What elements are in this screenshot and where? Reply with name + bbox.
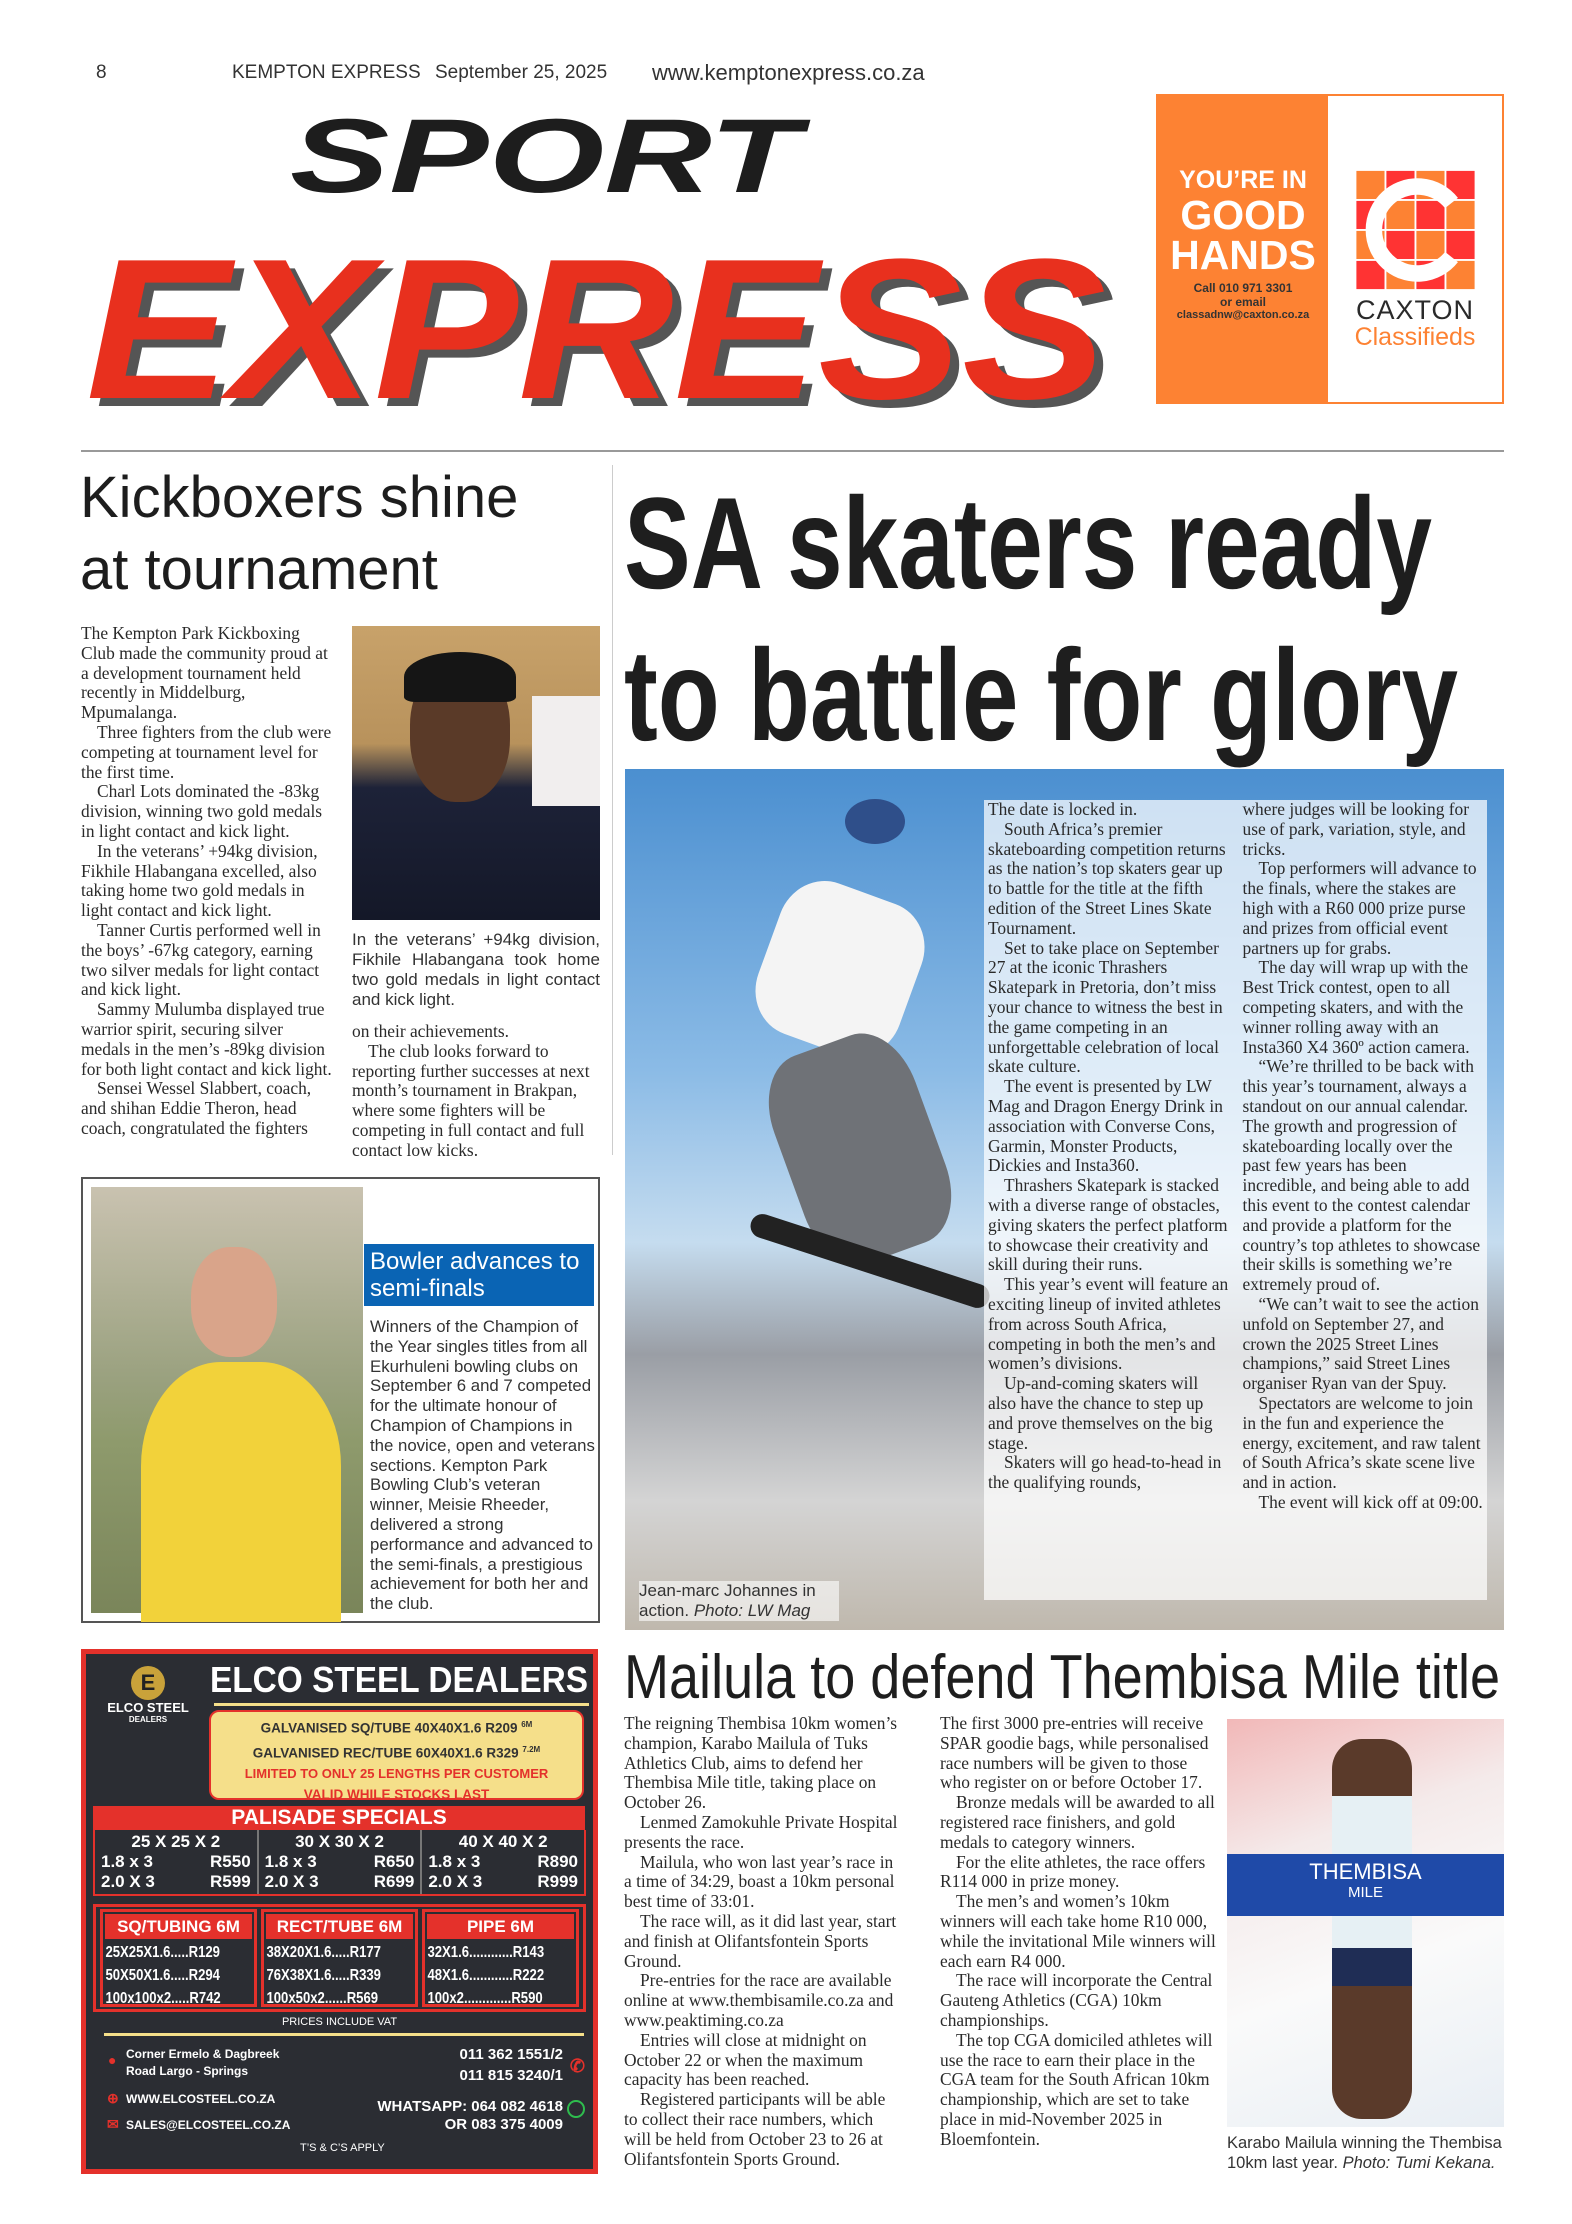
elco-email-icon: ✉ bbox=[107, 2116, 119, 2132]
price-table-title: RECT/TUBE 6M bbox=[266, 1914, 413, 1939]
kickboxers-headline-line2: at tournament bbox=[80, 537, 438, 602]
paragraph: For the elite athletes, the race offers R114 000 in prize money. bbox=[940, 1851, 1206, 1892]
kickboxer-photo-caption: In the veterans’ +94kg division, Fikhile Hlabangana took home two gold medals in light contact and kick light. bbox=[352, 930, 600, 1009]
price-table-title: SQ/TUBING 6M bbox=[105, 1914, 252, 1939]
paragraph: Tanner Curtis performed well in the boys’ -67kg category, earning two silver medals for light contact and kick light. bbox=[81, 919, 321, 1000]
elco-logo-sub: DEALERS bbox=[128, 1715, 168, 1724]
paragraph: Entries will close at midnight on October 22 or when the maximum capacity has been reached. bbox=[624, 2029, 867, 2090]
elco-whatsapp-alt: OR 083 375 4009 bbox=[444, 2116, 563, 2133]
skater-caption-credit: Photo: LW Mag bbox=[693, 1601, 811, 1620]
kickboxers-headline-line1: Kickboxers shine bbox=[80, 465, 519, 530]
paragraph: The race will incorporate the Central Gauteng Athletics (CGA) 10km championships. bbox=[940, 1970, 1213, 2030]
caxton-email: classadnw@caxton.co.za bbox=[1176, 309, 1310, 321]
elco-phone-2: 011 815 3240/1 bbox=[459, 2067, 563, 2084]
paragraph: Spectators are welcome to join in the fun and experience the energy, excitement, and raw talent of South Africa’s skate scene live and in action. bbox=[1242, 1392, 1481, 1493]
paragraph: Sensei Wessel Slabbert, coach, and shihan Eddie Theron, head coach, congratulated the fighters bbox=[81, 1078, 312, 1138]
price-item: 25X25X1.6.....R129 bbox=[105, 1944, 220, 1961]
elco-whatsapp-number: WHATSAPP: 064 082 4618 bbox=[377, 2098, 563, 2115]
elco-phone-icon: ✆ bbox=[569, 2056, 585, 2076]
paragraph: Skaters will go head-to-head in the qualifying rounds, bbox=[988, 1452, 1222, 1493]
bowler-shirt bbox=[141, 1362, 341, 1622]
caxton-line3: HANDS bbox=[1170, 232, 1316, 278]
elco-address-1: Corner Ermelo & Dagbreek bbox=[126, 2047, 280, 2061]
caxton-call: Call 010 971 3301 bbox=[1193, 281, 1293, 295]
paragraph: Top performers will advance to the finals, where the stakes are high with a R60 000 prize purse and prizes from official event partners up for grabs. bbox=[1242, 858, 1477, 958]
palisade-price: R999 bbox=[537, 1872, 579, 1891]
paragraph: The Kempton Park Kickboxing Club made the community proud at a development tournament held recently in Middelburg, Mpumalanga. bbox=[81, 623, 328, 723]
kickboxer-cap bbox=[404, 652, 516, 702]
paragraph: Lenmed Zamokuhle Private Hospital presents the race. bbox=[624, 1811, 898, 1852]
mailula-headline-text: Mailula to defend Thembisa Mile title bbox=[624, 1643, 1500, 1712]
palisade-spec: 1.8 x 3 bbox=[264, 1852, 317, 1871]
mailula-headline bbox=[622, 1640, 1507, 1712]
elco-website[interactable]: WWW.ELCOSTEEL.CO.ZA bbox=[126, 2092, 276, 2106]
paragraph: The event is presented by LW Mag and Dragon Energy Drink in association with Converse Cons, Garmin, Monster Products, Dickies and Insta360. bbox=[988, 1076, 1223, 1176]
palisade-spec: 2.0 X 3 bbox=[264, 1872, 319, 1891]
elco-steel-ad[interactable] bbox=[81, 1649, 598, 2174]
elco-title-wrap bbox=[210, 1656, 590, 1700]
finish-tape-text: THEMBISA bbox=[1309, 1859, 1422, 1884]
paragraph: on their achievements. bbox=[352, 1021, 509, 1041]
skater-photo bbox=[625, 769, 1504, 1630]
elco-promo-1: GALVANISED SQ/TUBE 40X40X1.6 R209 bbox=[260, 1720, 518, 1736]
palisade-price: R699 bbox=[373, 1872, 415, 1891]
palisade-price: R599 bbox=[210, 1872, 251, 1891]
column-divider bbox=[612, 465, 613, 1155]
paragraph: The club looks forward to reporting further successes at next month’s tournament in Brakpan, where some fighters will be competing in full contact and full contact low kicks. bbox=[352, 1040, 590, 1160]
skaters-text-panel bbox=[984, 800, 1487, 1600]
masthead-express-wrap bbox=[80, 216, 1130, 441]
paragraph: Registered participants will be able to collect their race numbers, which will be held from October 23 to 26 at Olifantsfontein Sports Ground. bbox=[624, 2089, 886, 2169]
paragraph: The date is locked in. bbox=[988, 799, 1138, 819]
palisade-spec: 2.0 X 3 bbox=[428, 1872, 483, 1891]
price-item: 76X38X1.6.....R339 bbox=[266, 1967, 381, 1984]
elco-gold-rule-2 bbox=[104, 2033, 584, 2036]
palisade-price: R550 bbox=[210, 1852, 251, 1871]
elco-logo-icon: E bbox=[131, 1666, 165, 1700]
kickboxers-body-col2 bbox=[352, 1022, 602, 1161]
caxton-brand-sub: Classifieds bbox=[1354, 323, 1476, 351]
elco-address bbox=[126, 2046, 279, 2080]
paragraph: Sammy Mulumba displayed true warrior spirit, securing silver medals in the men’s -89kg division for both light contact and kick light. bbox=[81, 999, 332, 1079]
palisade-spec: 1.8 x 3 bbox=[428, 1852, 481, 1871]
bowler-face bbox=[191, 1247, 277, 1357]
palisade-size: 30 X 30 X 2 bbox=[295, 1832, 384, 1851]
runner-body bbox=[1332, 1739, 1412, 2119]
poster bbox=[532, 696, 600, 806]
elco-palisade-title: PALISADE SPECIALS bbox=[93, 1806, 585, 1830]
caxton-line2: GOOD bbox=[1180, 192, 1306, 238]
bowler-photo bbox=[91, 1187, 363, 1613]
skater-photo-caption bbox=[639, 1581, 839, 1621]
palisade-cell bbox=[259, 1830, 423, 1894]
skaters-body-col1 bbox=[988, 800, 1229, 1600]
elco-promo-2: GALVANISED REC/TUBE 60X40X1.6 R329 bbox=[252, 1745, 519, 1760]
elco-logo bbox=[92, 1666, 204, 1724]
paragraph: In the veterans’ +94kg division, Fikhile Hlabangana excelled, also taking home two gold medals in light contact and kick light. bbox=[81, 840, 318, 921]
elco-promo-4: VALID WHILE STOCKS LAST bbox=[303, 1787, 490, 1802]
paragraph: The reigning Thembisa 10km women’s champion, Karabo Mailula of Tuks Athletics Club, aims to defend her Thembisa Mile title, taking place on October 26. bbox=[624, 1713, 898, 1813]
elco-terms: T’S & C’S APPLY bbox=[300, 2142, 385, 2154]
elco-address-2: Road Largo - Springs bbox=[126, 2064, 249, 2078]
elco-title: ELCO STEEL DEALERS bbox=[210, 1659, 588, 1700]
elco-whatsapp bbox=[377, 2098, 563, 2134]
caxton-classifieds-ad[interactable] bbox=[1156, 94, 1504, 404]
caxton-ad-left bbox=[1158, 96, 1328, 402]
palisade-cell bbox=[422, 1830, 584, 1894]
skater-cap bbox=[845, 799, 905, 844]
elco-promo-1-sup: 6M bbox=[521, 1720, 533, 1729]
skaters-headline-line2: to battle for glory bbox=[624, 622, 1458, 768]
kickboxer-photo bbox=[352, 626, 600, 920]
price-item: 100x2.............R590 bbox=[427, 1990, 543, 2007]
elco-globe-icon: ⊕ bbox=[107, 2090, 119, 2106]
price-item: 38X20X1.6.....R177 bbox=[266, 1944, 381, 1961]
mailula-body-col2 bbox=[940, 1714, 1216, 2150]
website-link[interactable]: www.kemptonexpress.co.za bbox=[652, 60, 925, 85]
price-table-pipe bbox=[422, 1909, 579, 2007]
elco-vat-note: PRICES INCLUDE VAT bbox=[281, 2016, 398, 2028]
masthead-express: EXPRESS bbox=[86, 218, 1106, 441]
paragraph: The top CGA domiciled athletes will use the race to earn their place in the CGA team for the South African 10km championship, which are set to take place in mid-November 2025 in Bloemfontein. bbox=[940, 2029, 1213, 2149]
price-item: 100x50x2......R569 bbox=[266, 1990, 379, 2007]
paragraph: Pre-entries for the race are available online at www.thembisamile.co.za and www.peaktiming.co.za bbox=[624, 1970, 894, 2030]
paragraph: “We’re thrilled to be back with this year’s tournament, always a standout on our annual calendar. The growth and progression of skateboarding locally over the past few years has been incredible, and being able to add this event to the contest calendar and provide a platform for the country’s top athletes to showcase their skills is something we’re extremely proud of. bbox=[1242, 1056, 1481, 1295]
bowler-body: Winners of the Champion of the Year singles titles from all Ekurhuleni bowling clubs on September 6 and 7 competed for the ultimate honour of Champion of Champions in the novice, open and veterans sections. Kempton Park Bowling Club’s veteran winner, Meisie Rheeder, delivered a strong performance and advanced to the semi-finals, a prestigious achievement for both her and the club. bbox=[370, 1317, 595, 1614]
skaters-body-col2 bbox=[1243, 800, 1484, 1600]
skater-caption-text: Jean-marc Johannes in action. bbox=[639, 1581, 816, 1620]
caxton-ad-right bbox=[1328, 96, 1502, 402]
paragraph: where judges will be looking for use of park, variation, style, and tricks. bbox=[1242, 799, 1470, 859]
bowler-title: Bowler advances to semi-finals bbox=[364, 1244, 594, 1306]
elco-location-icon: ● bbox=[108, 2052, 117, 2068]
paragraph: Charl Lots dominated the -83kg division, winning two gold medals in light contact and kick light. bbox=[81, 781, 323, 841]
elco-promo-3: LIMITED TO ONLY 25 LENGTHS PER CUSTOMER bbox=[244, 1766, 549, 1781]
price-table-title: PIPE 6M bbox=[427, 1914, 574, 1939]
caxton-logo-icon bbox=[1353, 170, 1478, 290]
elco-email[interactable]: SALES@ELCOSTEEL.CO.ZA bbox=[126, 2118, 291, 2132]
caxton-or-email: or email bbox=[1219, 295, 1267, 309]
paragraph: Set to take place on September 27 at the iconic Thrashers Skatepark in Pretoria, don’t miss your chance to witness the best in the game competing in an unforgettable celebration of local skate culture. bbox=[988, 937, 1223, 1077]
price-item: 100x100x2.....R742 bbox=[105, 1990, 221, 2007]
elco-phone-1: 011 362 1551/2 bbox=[459, 2046, 563, 2063]
paragraph: Up-and-coming skaters will also have the chance to step up and prove themselves on the big stage. bbox=[988, 1373, 1213, 1453]
masthead-sport: SPORT bbox=[290, 98, 812, 215]
runner-photo-caption bbox=[1227, 2133, 1507, 2173]
mailula-body-col1 bbox=[624, 1714, 900, 2169]
paragraph: “We can’t wait to see the action unfold on September 27, and crown the 2025 Street Lines champions,” said Street Lines organiser Ryan van der Spuy. bbox=[1242, 1293, 1479, 1394]
paragraph: The day will wrap up with the Best Trick contest, open to all competing skaters, and with the winner rolling away with an Insta360 X4 360º action camera. bbox=[1242, 957, 1470, 1057]
elco-phones bbox=[460, 2044, 563, 2086]
skaters-headline bbox=[622, 468, 1472, 768]
page-number: 8 bbox=[96, 62, 107, 83]
price-item: 32X1.6............R143 bbox=[427, 1944, 545, 1961]
palisade-cell bbox=[95, 1830, 259, 1894]
bowler-box bbox=[81, 1177, 600, 1623]
caxton-line1: YOU’RE IN bbox=[1179, 166, 1307, 194]
paragraph: The first 3000 pre-entries will receive SPAR goodie bags, while personalised race numbers will be given to those who register on or before October 17. bbox=[940, 1713, 1209, 1793]
price-table-sq bbox=[100, 1909, 257, 2007]
paragraph: Mailula, who won last year’s race in a time of 34:29, boast a 10km personal best time of 33:01. bbox=[624, 1851, 895, 1912]
palisade-price: R890 bbox=[537, 1852, 579, 1871]
paragraph: The men’s and women’s 10km winners will each take home R10 000, while the invitational Mile winners will each earn R4 000. bbox=[940, 1891, 1216, 1971]
elco-promo-box bbox=[209, 1710, 584, 1800]
finish-tape-subtext: MILE bbox=[1347, 1884, 1383, 1901]
palisade-size: 40 X 40 X 2 bbox=[458, 1832, 548, 1851]
paragraph: Bronze medals will be awarded to all registered race finishers, and gold medals to category winners. bbox=[940, 1792, 1215, 1852]
price-item: 48X1.6............R222 bbox=[427, 1967, 545, 1984]
palisade-spec: 2.0 X 3 bbox=[101, 1872, 155, 1891]
paragraph: The event will kick off at 09:00. bbox=[1258, 1491, 1483, 1512]
elco-price-tables bbox=[93, 1904, 586, 2012]
paragraph: Thrashers Skatepark is stacked with a diverse range of obstacles, giving skaters the perfect platform to showcase their creativity and skill during their runs. bbox=[988, 1175, 1228, 1275]
skaters-headline-line1: SA skaters ready bbox=[624, 470, 1432, 616]
caxton-brand: CAXTON bbox=[1355, 295, 1475, 325]
kickboxers-headline bbox=[80, 462, 518, 606]
kickboxers-body-col1 bbox=[81, 624, 334, 1139]
paragraph: Three fighters from the club were competing at tournament level for the first time. bbox=[81, 721, 332, 782]
palisade-price: R650 bbox=[373, 1852, 415, 1871]
elco-promo-2-sup: 7.2M bbox=[522, 1744, 541, 1754]
palisade-spec: 1.8 x 3 bbox=[101, 1852, 153, 1871]
paragraph: South Africa’s premier skateboarding competition returns as the nation’s top skaters gear up to battle for the title at the fifth edition of the Street Lines Skate Tournament. bbox=[988, 818, 1226, 938]
publication-name: KEMPTON EXPRESS bbox=[232, 62, 421, 83]
paragraph: The race will, as it did last year, start and finish at Olifantsfontein Sports Ground. bbox=[624, 1910, 897, 1971]
price-table-rect bbox=[261, 1909, 418, 2007]
runner-photo bbox=[1227, 1719, 1504, 2127]
publication-date: September 25, 2025 bbox=[435, 62, 608, 83]
finish-tape bbox=[1227, 1854, 1504, 1916]
whatsapp-icon bbox=[567, 2100, 585, 2118]
elco-palisade-table bbox=[93, 1830, 586, 1896]
elco-logo-text: ELCO STEEL bbox=[107, 1700, 189, 1715]
masthead-divider bbox=[81, 450, 1504, 452]
masthead-sport-wrap bbox=[80, 96, 1130, 214]
palisade-size: 25 X 25 X 2 bbox=[131, 1832, 221, 1851]
runner-caption-credit: Photo: Tumi Kekana. bbox=[1342, 2154, 1496, 2172]
price-item: 50X50X1.6.....R294 bbox=[105, 1967, 220, 1984]
elco-gold-rule bbox=[214, 1703, 589, 1706]
runner-caption-text: Karabo Mailula winning the Thembisa 10km last year. bbox=[1227, 2134, 1502, 2172]
paragraph: This year’s event will feature an exciting lineup of invited athletes from across South Africa, competing in both the men’s and women’s divisions. bbox=[988, 1274, 1229, 1374]
